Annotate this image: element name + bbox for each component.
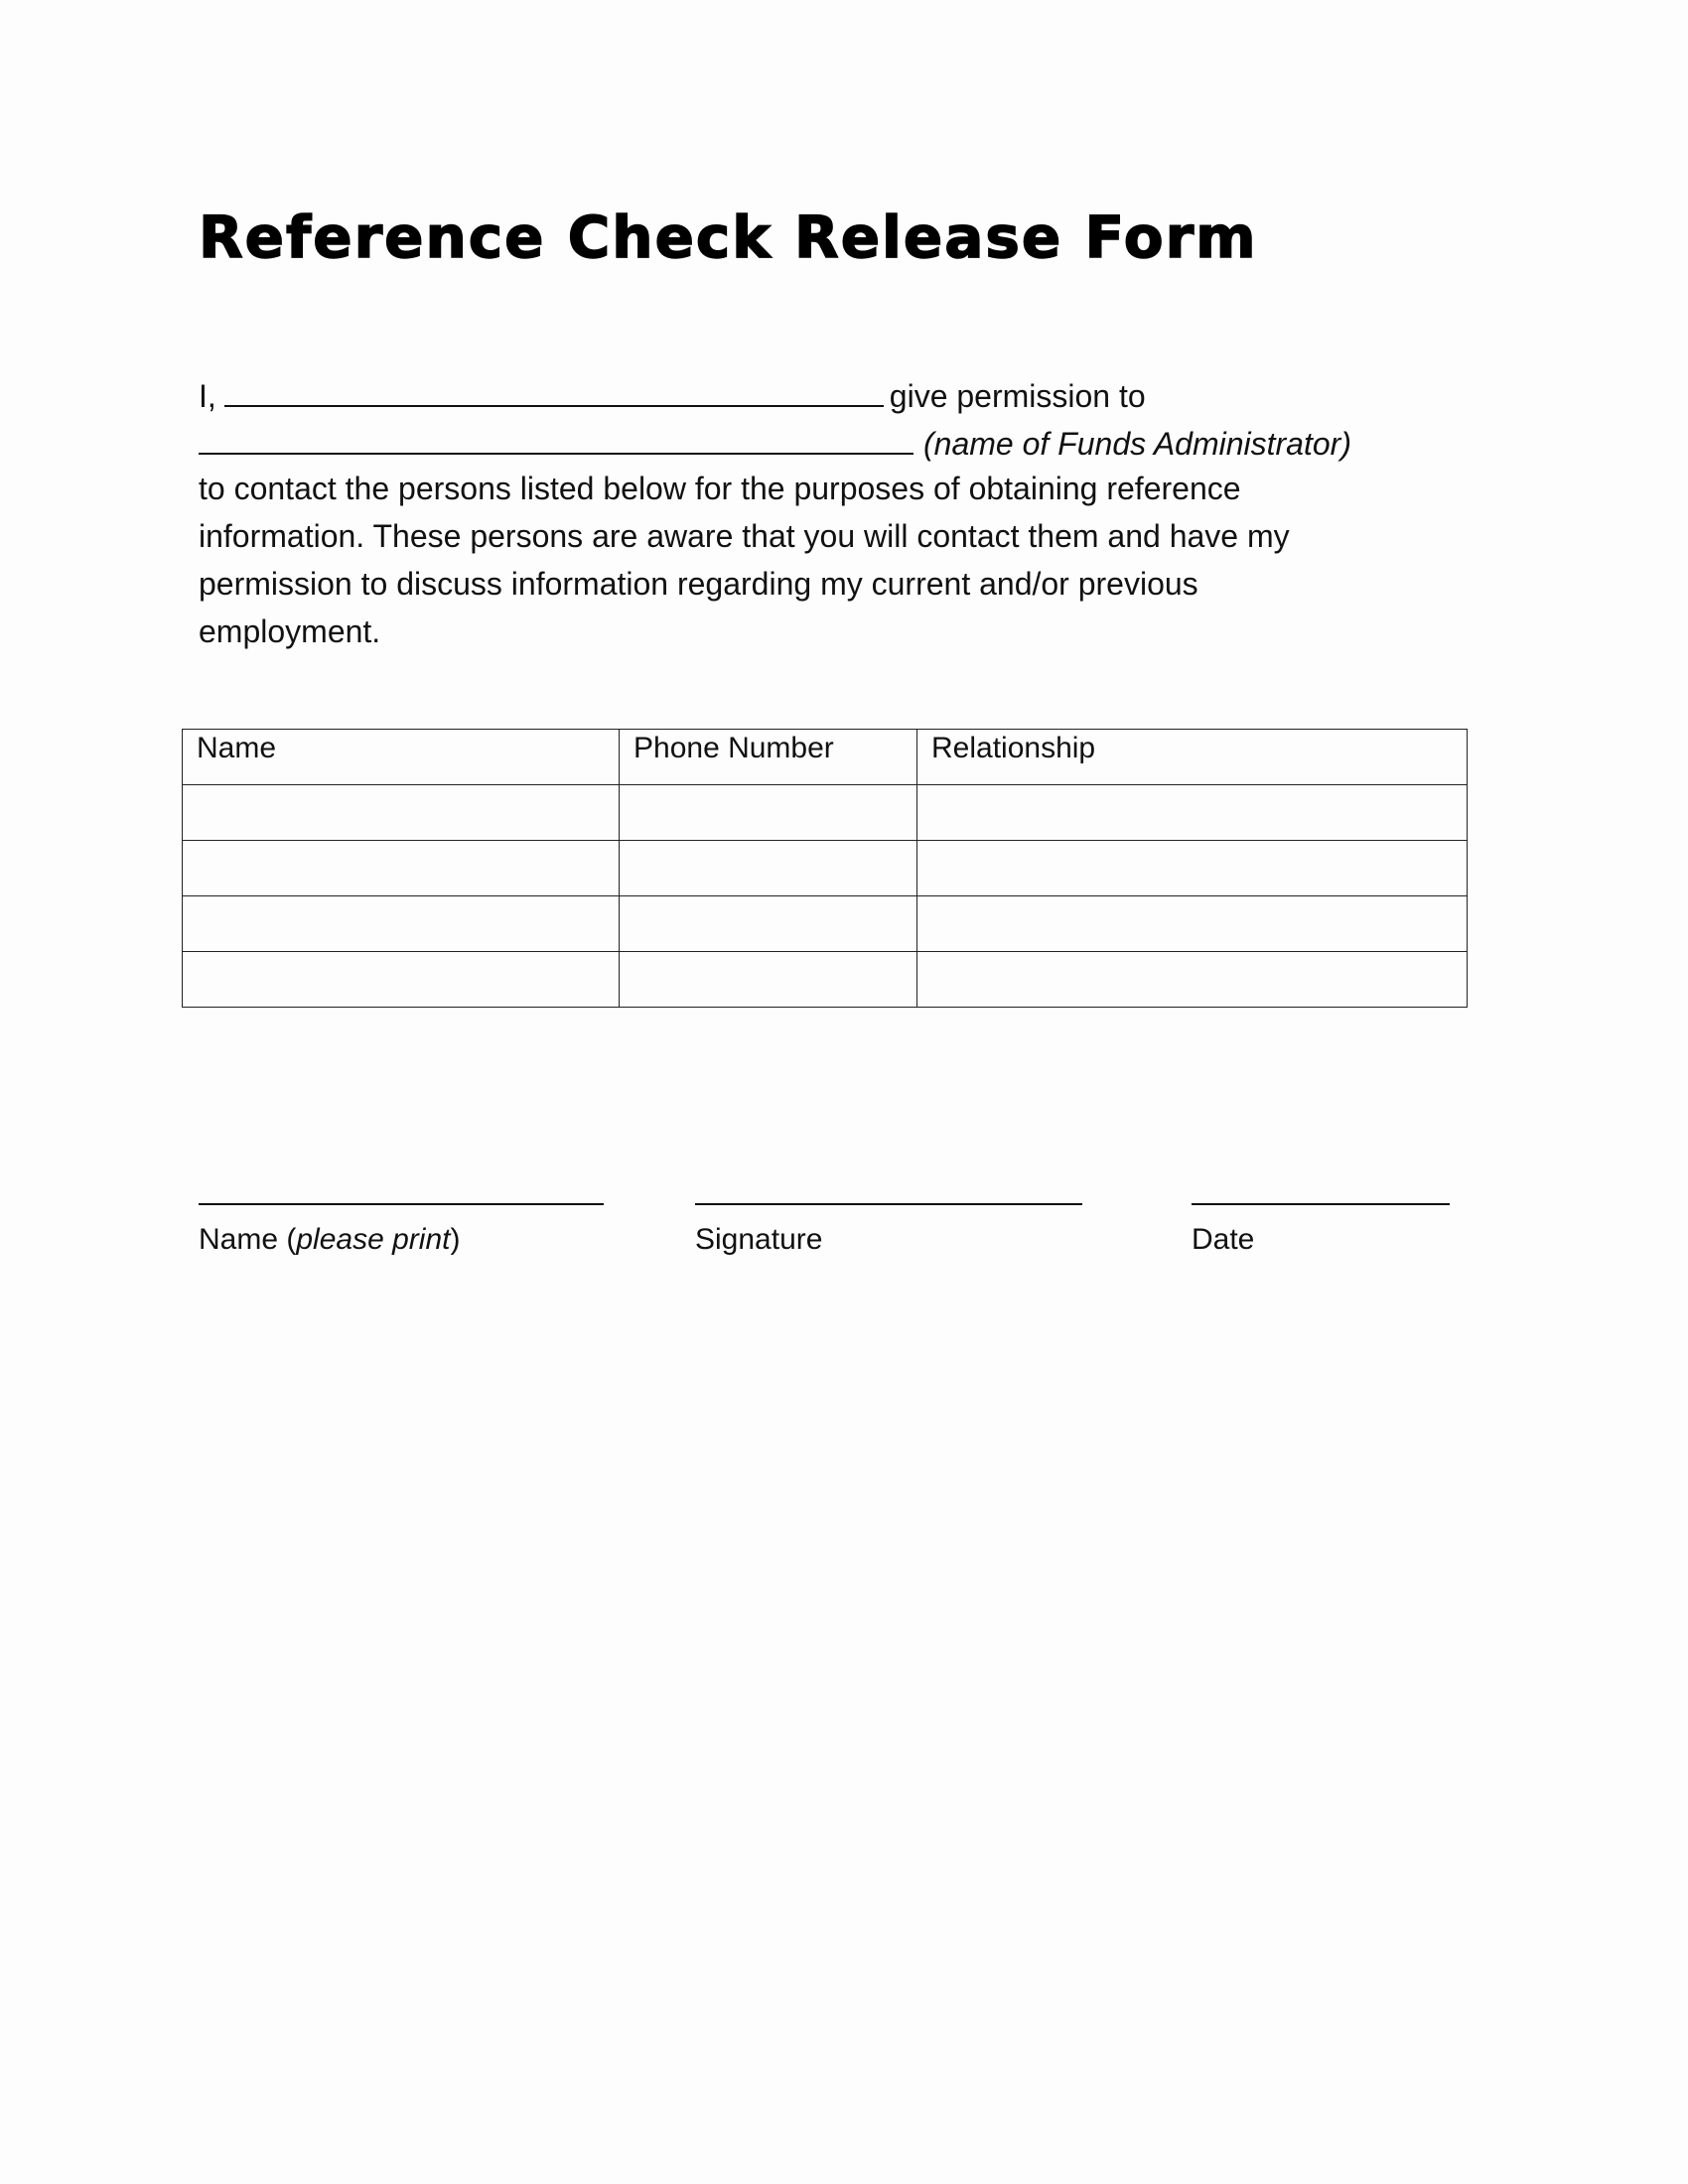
cell-name[interactable]: [183, 841, 620, 896]
consent-line-5: permission to discuss information regarding my current and/or previous: [199, 566, 1198, 602]
consent-line-3: to contact the persons listed below for the purposes of obtaining reference: [199, 471, 1241, 506]
cell-name[interactable]: [183, 785, 620, 841]
table-row: [183, 785, 1468, 841]
consent-prefix: I,: [199, 378, 216, 414]
header-phone-number: Phone Number: [620, 730, 917, 785]
print-name-label: [199, 1223, 460, 1257]
cell-phone-number[interactable]: [620, 952, 917, 1008]
consent-line-1: [199, 369, 1489, 417]
funds-administrator-note: (name of Funds Administrator): [923, 426, 1351, 462]
signature-label: Signature: [695, 1223, 823, 1256]
cell-relationship[interactable]: [917, 841, 1468, 896]
cell-phone-number[interactable]: [620, 841, 917, 896]
cell-name[interactable]: [183, 896, 620, 952]
page-title: Reference Check Release Form: [199, 204, 1258, 271]
cell-relationship[interactable]: [917, 785, 1468, 841]
cell-relationship[interactable]: [917, 896, 1468, 952]
consent-line-2: [199, 417, 1489, 465]
consent-paragraph: [199, 369, 1489, 655]
table-row: [183, 841, 1468, 896]
print-name-hint: please print: [296, 1223, 451, 1256]
table-row: [183, 896, 1468, 952]
consent-suffix: give permission to: [889, 378, 1146, 414]
cell-name[interactable]: [183, 952, 620, 1008]
consent-line-4: information. These persons are aware that you will contact them and have my: [199, 518, 1290, 554]
header-relationship: Relationship: [917, 730, 1468, 785]
consent-line-6: employment.: [199, 614, 381, 649]
print-name-label-text: Name (: [199, 1223, 297, 1256]
print-name-line[interactable]: [199, 1203, 604, 1205]
cell-phone-number[interactable]: [620, 785, 917, 841]
cell-relationship[interactable]: [917, 952, 1468, 1008]
cell-phone-number[interactable]: [620, 896, 917, 952]
date-label: Date: [1192, 1223, 1255, 1256]
print-name-label-close: ): [450, 1223, 461, 1256]
funds-administrator-blank[interactable]: [199, 417, 914, 455]
table-row: [183, 952, 1468, 1008]
references-table: [182, 729, 1468, 1008]
applicant-name-blank[interactable]: [224, 369, 884, 407]
signature-line[interactable]: [695, 1203, 1082, 1205]
table-header-row: [183, 730, 1468, 785]
header-name: Name: [183, 730, 620, 785]
date-line[interactable]: [1192, 1203, 1450, 1205]
